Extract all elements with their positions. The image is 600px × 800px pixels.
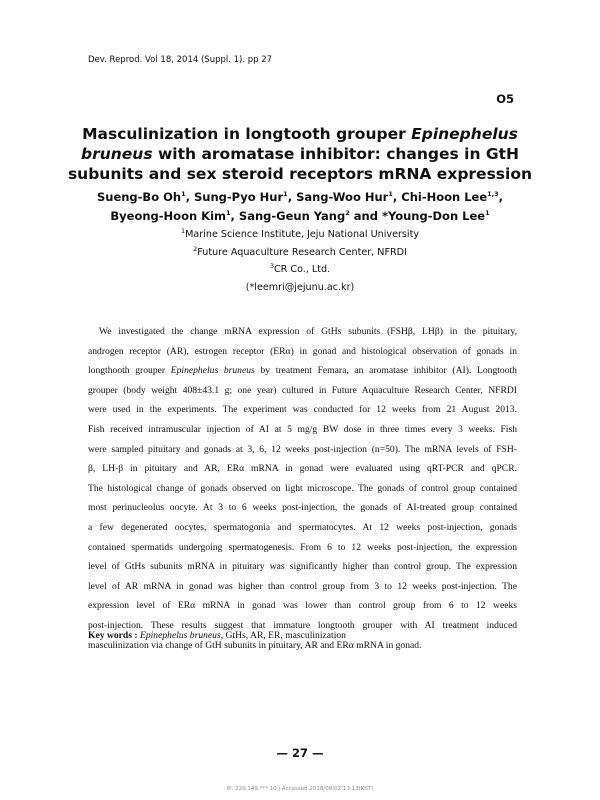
author-name: *Young-Don Lee bbox=[381, 209, 486, 223]
title-species: Epinephelus bruneus bbox=[80, 125, 518, 163]
author-name: Sang-Woo Hur bbox=[296, 190, 389, 204]
abstract-line: most perinucleolus oocyte. At 3 to 6 weeks post-injection, the gonads of AI-treated group contained bbox=[88, 502, 517, 514]
author-separator: , bbox=[287, 190, 297, 204]
author-affiliation-mark: 1 bbox=[181, 190, 186, 199]
abstract-line: Fish received intramuscular injection of AI at 5 mg/g BW dose in three times every 3 weeks. Fish bbox=[88, 423, 517, 435]
abstract bbox=[88, 322, 517, 655]
author-list bbox=[60, 188, 540, 226]
abstract-line: androgen receptor (AR), estrogen receptor (ERα) in gonad and histological observation of gonads in bbox=[88, 345, 517, 357]
keyword-species: Epinephelus bruneus bbox=[139, 630, 221, 641]
title-part1: Masculinization in longtooth grouper bbox=[82, 125, 412, 143]
abstract-line: We investigated the change mRNA expression of GtHs subunits (FSHβ, LHβ) in the pituitary, bbox=[99, 326, 517, 337]
author-name: Byeong-Hoon Kim bbox=[110, 209, 226, 223]
session-id: O5 bbox=[496, 92, 514, 106]
abstract-line: were used in the experiments. The experiment was conducted for 12 weeks from 21 August 2013. bbox=[88, 404, 517, 416]
affiliation-3 bbox=[60, 261, 540, 279]
affiliation-2 bbox=[60, 244, 540, 262]
abstract-line: level of AR mRNA in gonad was higher than control group from 3 to 12 weeks post-injection. The bbox=[88, 580, 517, 592]
page-number: — 27 — bbox=[276, 746, 324, 760]
abstract-line: post-injection. These results suggest that immature longtooth grouper with AI treatment induced bbox=[88, 619, 517, 631]
author-line-1 bbox=[60, 188, 540, 207]
author-line-2 bbox=[60, 207, 540, 226]
author-name: Sueng-Bo Oh bbox=[96, 190, 182, 204]
keywords-label: Key words : bbox=[88, 630, 140, 641]
affiliation-text: CR Co., Ltd. bbox=[273, 264, 331, 275]
author-name: Sung-Pyo Hur bbox=[193, 190, 284, 204]
access-footer: IP: 220.149.*** 10 | Accessed 2018/08/02 13:13(KST) bbox=[226, 786, 374, 792]
affiliation-text: Marine Science Institute, Jeju National University bbox=[185, 229, 420, 240]
keywords bbox=[88, 630, 346, 641]
author-affiliation-mark: 1 bbox=[283, 190, 288, 199]
abstract-line: grouper (body weight 408±43.1 g; one year) cultured in Future Aquaculture Research Center, NFRDI bbox=[88, 384, 517, 396]
title-part2: with aromatase inhibitor: changes in GtH subunits and sex steroid receptors mRNA expression bbox=[67, 145, 533, 183]
abstract-line: contained spermatids undergoing spermatogenesis. From 6 to 12 weeks post-injection, the expression bbox=[88, 541, 517, 553]
abstract-line: The histological change of gonads observed on light microscope. The gonads of control group contained bbox=[88, 482, 517, 494]
author-separator: , bbox=[498, 190, 504, 204]
author-affiliation-mark: 1 bbox=[388, 190, 393, 199]
author-separator: , bbox=[185, 190, 194, 204]
abstract-line: level of GtHs subunits mRNA in pituitary was significantly higher than control group. The expression bbox=[88, 561, 517, 573]
affiliation-mark: 1 bbox=[180, 226, 186, 235]
abstract-line: masculinization via change of GtH subunits in pituitary, AR and ERα mRNA in gonad. bbox=[88, 639, 422, 651]
author-affiliation-mark: 2 bbox=[345, 209, 350, 218]
affiliation-mark: 2 bbox=[193, 244, 198, 253]
abstract-line: were sampled pituitary and gonads at 3, 6, 12 weeks post-injection (n=50). The mRNA levels of FSH- bbox=[88, 443, 517, 455]
author-affiliation-mark: 1,3 bbox=[487, 190, 499, 199]
abstract-line: expression level of ERα mRNA in gonad was lower than control group from 6 to 12 weeks bbox=[88, 600, 517, 612]
author-separator: and bbox=[349, 209, 382, 223]
affiliation-mark: 3 bbox=[269, 261, 274, 270]
author-name: Chi-Hoon Lee bbox=[401, 190, 488, 204]
abstract-line: longthooth grouper Epinephelus bruneus by treatment Femara, an aromatase inhibitor (AI). Longtooth bbox=[88, 365, 517, 377]
keywords-list: , GtHs, AR, ER, masculinization bbox=[220, 630, 346, 641]
affiliation-1 bbox=[60, 226, 540, 244]
abstract-line: β, LH-β in pituitary and AR, ERα mRNA in gonad were evaluated using qRT-PCR and qPCR. bbox=[88, 463, 517, 475]
author-affiliation-mark: 1 bbox=[226, 209, 231, 218]
paper-title bbox=[60, 124, 540, 184]
affiliation-text: Future Aquaculture Research Center, NFRDI bbox=[197, 246, 407, 258]
author-name: Sang-Geun Yang bbox=[238, 209, 346, 223]
author-separator: , bbox=[392, 190, 402, 204]
journal-header: Dev. Reprod. Vol 18, 2014 (Suppl. 1). pp 27 bbox=[88, 55, 273, 65]
author-separator: , bbox=[230, 209, 239, 223]
contact-email: (*leemri@jejunu.ac.kr) bbox=[245, 281, 355, 293]
affiliations bbox=[60, 226, 540, 296]
abstract-line: a few degenerated oocytes, spermatogonia and spermatocytes. At 12 weeks post-injection, gonads bbox=[88, 521, 517, 533]
author-affiliation-mark: 1 bbox=[485, 209, 490, 218]
